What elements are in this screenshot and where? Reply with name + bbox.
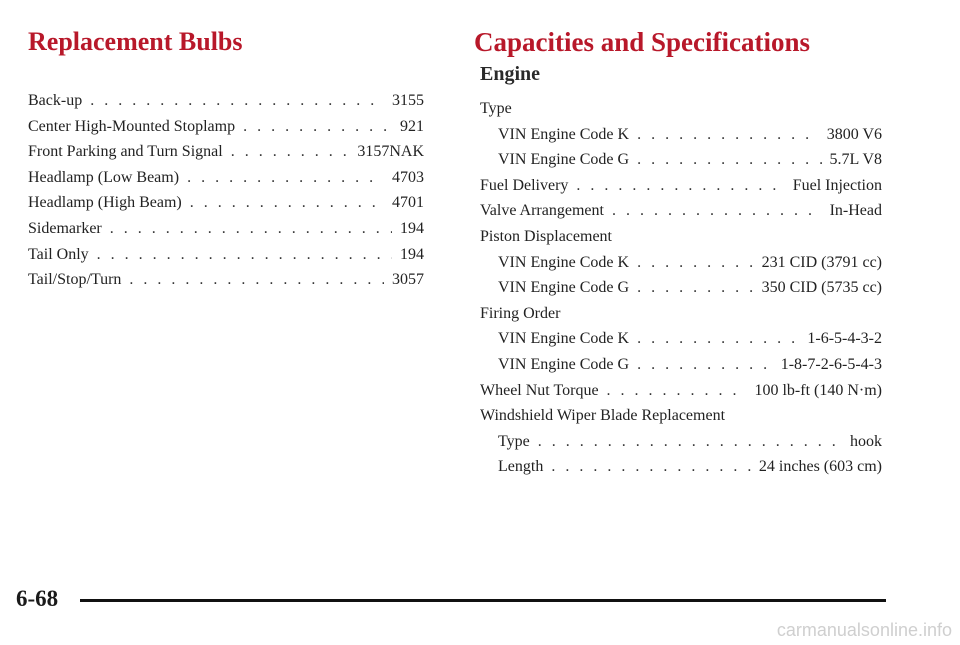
dot-leader: [637, 122, 819, 148]
dot-leader: [110, 216, 392, 242]
spec-value: 3155: [392, 92, 424, 109]
spec-label: VIN Engine Code G: [498, 355, 630, 373]
spec-label: Headlamp (High Beam): [28, 194, 182, 212]
spec-value: 5.7L V8: [829, 151, 882, 169]
spec-heading-row: [480, 301, 882, 327]
dot-leader: [637, 275, 753, 301]
spec-label: VIN Engine Code K: [498, 330, 630, 348]
spec-label: Tail/Stop/Turn: [28, 271, 122, 289]
spec-label: Fuel Delivery: [480, 176, 569, 194]
spec-value: 24 inches (603 cm): [758, 458, 882, 476]
subsection-title: Engine: [480, 63, 541, 85]
spec-row: [28, 114, 424, 140]
spec-row: [28, 165, 424, 191]
spec-value: 100 lb-ft (140 N·m): [754, 381, 882, 399]
spec-label: Piston Displacement: [480, 227, 612, 245]
spec-label: VIN Engine Code G: [498, 279, 630, 297]
dot-leader: [187, 165, 384, 191]
spec-label: Valve Arrangement: [480, 202, 604, 220]
spec-row: [28, 267, 424, 293]
watermark: carmanualsonline.info: [776, 620, 952, 640]
spec-label: Back-up: [28, 92, 83, 109]
spec-row: [480, 198, 882, 224]
bulb-list: [28, 88, 424, 293]
spec-row: [480, 352, 882, 378]
spec-row: [480, 429, 882, 455]
dot-leader: [607, 378, 747, 404]
spec-row: [480, 147, 882, 173]
spec-value: 194: [400, 245, 424, 263]
spec-value: 350 CID (5735 cc): [761, 279, 882, 297]
engine-spec-list: [480, 96, 882, 480]
spec-value: 3800 V6: [826, 125, 882, 143]
spec-heading-row: [480, 403, 882, 429]
dot-leader: [190, 190, 384, 216]
section-title: Replacement Bulbs: [28, 27, 243, 56]
spec-label: Length: [498, 458, 544, 476]
page-number: 6-68: [16, 586, 59, 611]
spec-row: [28, 88, 424, 114]
spec-label: Wheel Nut Torque: [480, 381, 599, 399]
dot-leader: [97, 242, 392, 268]
spec-value: Fuel Injection: [792, 176, 882, 194]
spec-value: 194: [400, 219, 424, 237]
spec-row: [480, 275, 882, 301]
spec-value: 921: [400, 117, 424, 135]
spec-row: [480, 250, 882, 276]
dot-leader: [538, 429, 842, 455]
spec-row: [28, 190, 424, 216]
dot-leader: [576, 173, 784, 199]
spec-row: [28, 216, 424, 242]
dot-leader: [129, 267, 384, 293]
dot-leader: [551, 454, 751, 480]
spec-value: 4703: [392, 168, 424, 186]
spec-row: [28, 242, 424, 268]
dot-leader: [637, 147, 821, 173]
spec-value: 1-8-7-2-6-5-4-3: [780, 355, 882, 373]
spec-value: 231 CID (3791 cc): [761, 253, 882, 271]
dot-leader: [231, 139, 350, 165]
spec-value: 1-6-5-4-3-2: [807, 330, 882, 348]
spec-value: In-Head: [829, 202, 882, 220]
spec-row: [480, 173, 882, 199]
spec-value: 4701: [392, 194, 424, 212]
dot-leader: [90, 88, 384, 114]
spec-row: [28, 139, 424, 165]
dot-leader: [612, 198, 822, 224]
dot-leader: [637, 352, 773, 378]
spec-label: Firing Order: [480, 304, 561, 322]
section-title: Capacities and Specifications: [474, 27, 811, 57]
spec-label: Headlamp (Low Beam): [28, 168, 180, 186]
spec-value: 3157NAK: [357, 143, 424, 161]
spec-value: 3057: [392, 271, 424, 289]
spec-label: Type: [498, 432, 530, 450]
dot-leader: [243, 114, 392, 140]
spec-heading-row: [480, 224, 882, 250]
spec-label: Tail Only: [28, 245, 89, 263]
spec-value: hook: [850, 432, 882, 450]
spec-label: Windshield Wiper Blade Replacement: [480, 407, 726, 425]
footer-rule: [80, 599, 886, 602]
spec-label: Type: [480, 100, 512, 117]
spec-heading-row: [480, 96, 882, 122]
spec-row: [480, 378, 882, 404]
dot-leader: [637, 326, 799, 352]
spec-label: VIN Engine Code G: [498, 151, 630, 169]
spec-row: [480, 122, 882, 148]
spec-row: [480, 326, 882, 352]
spec-label: VIN Engine Code K: [498, 125, 630, 143]
spec-label: Sidemarker: [28, 219, 102, 237]
page-footer: [0, 582, 886, 612]
spec-label: Center High-Mounted Stoplamp: [28, 117, 236, 135]
spec-row: [480, 454, 882, 480]
dot-leader: [637, 250, 753, 276]
spec-label: VIN Engine Code K: [498, 253, 630, 271]
spec-label: Front Parking and Turn Signal: [28, 143, 223, 161]
